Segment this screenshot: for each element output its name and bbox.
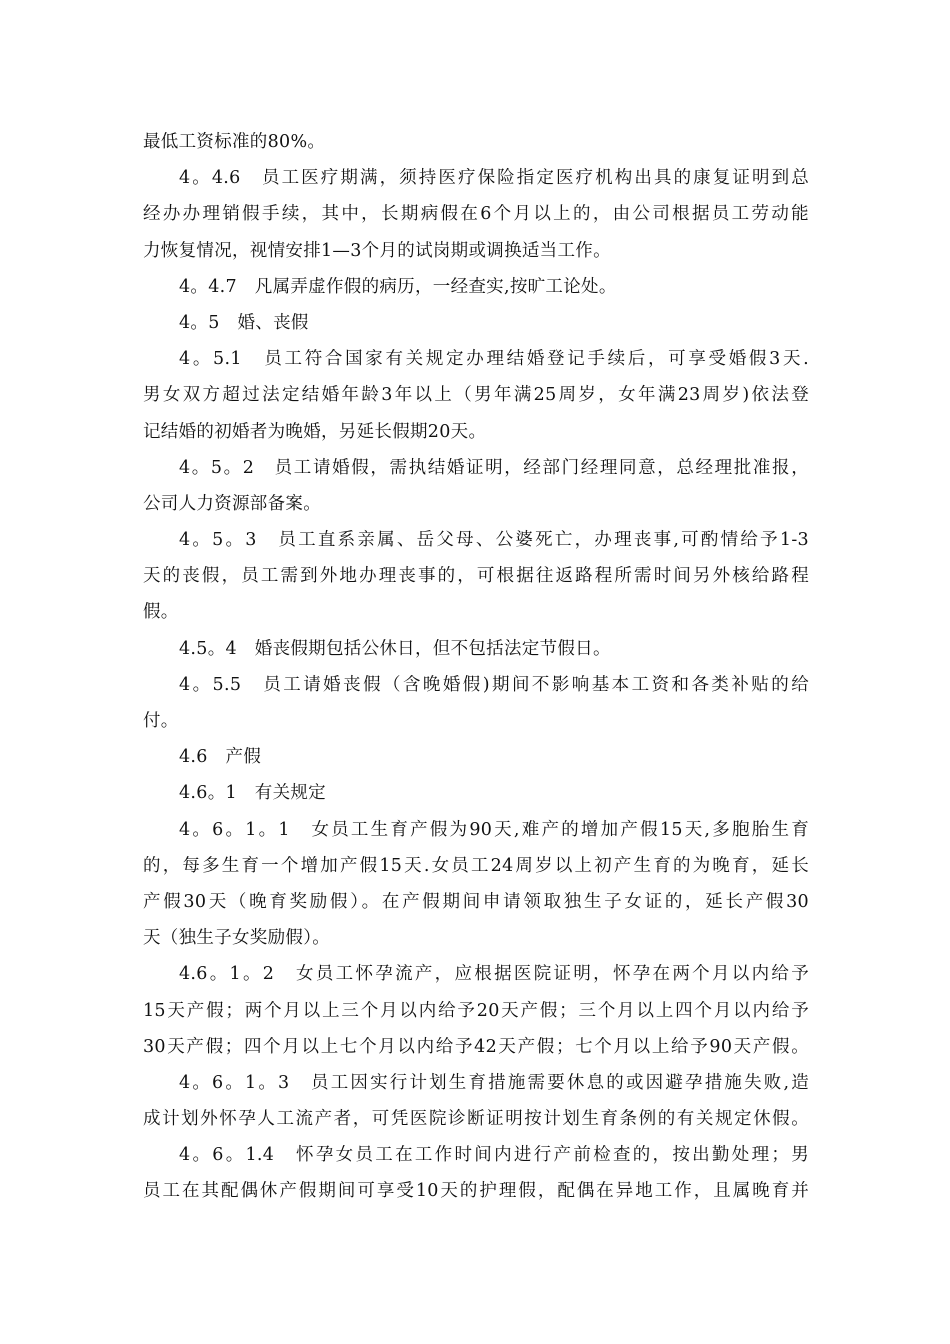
text-line: 付。 <box>143 711 179 731</box>
text-line: 记结婚的初婚者为晚婚，另延长假期20天。 <box>143 421 487 442</box>
text-line: 4。5。2 员工请婚假，需执结婚证明，经部门经理同意，总经理批准报， <box>179 457 809 478</box>
text-line: 公司人力资源部备案。 <box>143 493 321 514</box>
text-line: 4。4.6 员工医疗期满，须持医疗保险指定医疗机构出具的康复证明到总 <box>179 168 809 189</box>
section-heading: 4。5 婚、丧假 <box>179 312 309 333</box>
text-line: 最低工资标准的80%。 <box>143 132 326 152</box>
section-heading: 4.6。1 有关规定 <box>179 783 326 804</box>
text-line: 力恢复情况，视情安排1—3个月的试岗期或调换适当工作。 <box>143 240 611 261</box>
text-line: 4。6。1.4 怀孕女员工在工作时间内进行产前检查的，按出勤处理；男 <box>179 1145 809 1166</box>
text-line: 4.5。4 婚丧假期包括公休日，但不包括法定节假日。 <box>179 638 611 659</box>
text-line: 4。4.7 凡属弄虚作假的病历，一经查实,按旷工论处。 <box>179 276 617 297</box>
text-line: 的，每多生育一个增加产假15天.女员工24周岁以上初产生育的为晚育，延长 <box>143 855 809 876</box>
text-line: 15天产假；两个月以上三个月以内给予20天产假；三个月以上四个月以内给予 <box>143 1000 809 1021</box>
text-line: 天的丧假，员工需到外地办理丧事的，可根据往返路程所需时间另外核给路程 <box>143 566 809 587</box>
text-line: 天（独生子女奖励假）。 <box>143 928 331 949</box>
text-line: 30天产假；四个月以上七个月以内给予42天产假；七个月以上给予90天产假。 <box>143 1036 809 1057</box>
text-line: 产假30天（晚育奖励假）。在产假期间申请领取独生子女证的，延长产假30 <box>143 891 809 912</box>
text-line: 4.6。1。2 女员工怀孕流产，应根据医院证明，怀孕在两个月以内给予 <box>179 964 809 985</box>
text-line: 员工在其配偶休产假期间可享受10天的护理假，配偶在异地工作，且属晚育并 <box>143 1181 809 1202</box>
text-line: 男女双方超过法定结婚年龄3年以上（男年满25周岁，女年满23周岁)依法登 <box>143 385 809 406</box>
text-line: 4。5.1 员工符合国家有关规定办理结婚登记手续后，可享受婚假3天. <box>179 349 809 370</box>
text-line: 假。 <box>143 602 179 623</box>
text-line: 4。5。3 员工直系亲属、岳父母、公婆死亡，办理丧事,可酌情给予1-3 <box>179 530 809 551</box>
text-line: 4。6。1。3 员工因实行计划生育措施需要休息的或因避孕措施失败,造 <box>179 1072 809 1093</box>
text-line: 成计划外怀孕人工流产者，可凭医院诊断证明按计划生育条例的有关规定休假。 <box>143 1109 809 1130</box>
document-body <box>143 124 809 1210</box>
text-line: 经办办理销假手续，其中，长期病假在6个月以上的，由公司根据员工劳动能 <box>143 204 809 225</box>
text-line: 4。5.5 员工请婚丧假（含晚婚假)期间不影响基本工资和各类补贴的给 <box>179 674 809 695</box>
section-heading: 4.6 产假 <box>179 747 262 768</box>
text-line: 4。6。1。1 女员工生育产假为90天,难产的增加产假15天,多胞胎生育 <box>179 819 809 840</box>
